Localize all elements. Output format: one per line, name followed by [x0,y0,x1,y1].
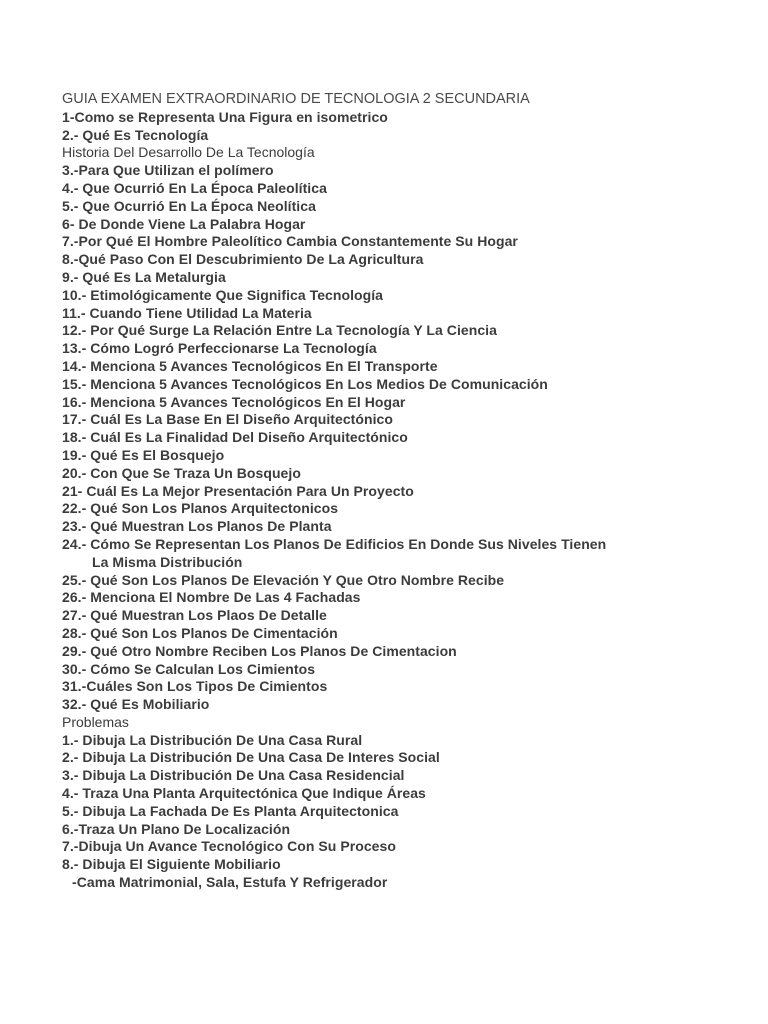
question-item: 22.- Qué Son Los Planos Arquitectonicos [62,500,339,517]
document-body [62,91,752,892]
question-item: 7.-Por Qué El Hombre Paleolítico Cambia Constantemente Su Hogar [62,233,518,250]
question-item: 6- De Donde Viene La Palabra Hogar [62,215,306,232]
question-item: 31.-Cuáles Son Los Tipos De Cimientos [62,678,328,695]
problem-item: 6.-Traza Un Plano De Localización [62,820,291,837]
question-item: 24.- Cómo Se Representan Los Planos De Edificios En Donde Sus Niveles Tienen [62,535,607,552]
question-item: 27.- Qué Muestran Los Plaos De Detalle [62,607,327,624]
question-item: 15.- Menciona 5 Avances Tecnológicos En Los Medios De Comunicación [62,375,548,392]
question-item: 28.- Qué Son Los Planos De Cimentación [62,624,338,641]
problem-item: 3.- Dibuja La Distribución De Una Casa Residencial [62,767,405,784]
question-item: 18.- Cuál Es La Finalidad Del Diseño Arquitectónico [62,429,408,446]
question-item: 9.- Qué Es La Metalurgia [62,268,226,285]
question-item: 21- Cuál Es La Mejor Presentación Para Un Proyecto [62,482,414,499]
problem-item: 4.- Traza Una Planta Arquitectónica Que Indique Áreas [62,785,426,802]
question-item: 14.- Menciona 5 Avances Tecnológicos En El Transporte [62,357,438,374]
problem-item-sublist: -Cama Matrimonial, Sala, Estufa Y Refrigerador [72,874,388,891]
question-item: 29.- Qué Otro Nombre Reciben Los Planos De Cimentacion [62,642,457,659]
question-item: 23.- Qué Muestran Los Planos De Planta [62,518,332,535]
problem-list [62,732,752,892]
problem-item: 7.-Dibuja Un Avance Tecnológico Con Su Proceso [62,838,396,855]
question-item: 32.- Qué Es Mobiliario [62,696,210,713]
question-item: 4.- Que Ocurrió En La Época Paleolítica [62,179,327,196]
question-item: 12.- Por Qué Surge La Relación Entre La Tecnología Y La Ciencia [62,322,497,339]
question-item: 19.- Qué Es El Bosquejo [62,446,225,463]
section-heading-problems: Problemas [62,713,129,730]
question-list-b [62,162,752,571]
question-item: 26.- Menciona El Nombre De Las 4 Fachadas [62,589,361,606]
problem-item: 5.- Dibuja La Fachada De Es Planta Arquitectonica [62,802,399,819]
section-heading-history: Historia Del Desarrollo De La Tecnología [62,144,315,161]
question-list-c [62,572,752,714]
question-item: 30.- Cómo Se Calculan Los Cimientos [62,660,316,677]
question-item-continuation: La Misma Distribución [92,553,243,570]
question-item: 25.- Qué Son Los Planos De Elevación Y Que Otro Nombre Recibe [62,571,505,588]
question-item: 8.-Qué Paso Con El Descubrimiento De La Agricultura [62,251,424,268]
question-item: 2.- Qué Es Tecnología [62,126,209,143]
document-title: GUIA EXAMEN EXTRAORDINARIO DE TECNOLOGIA 2 SECUNDARIA [62,91,530,107]
question-item: 1-Como se Representa Una Figura en isometrico [62,108,388,125]
question-item: 20.- Con Que Se Traza Un Bosquejo [62,464,301,481]
question-list-a [62,109,752,145]
question-item: 16.- Menciona 5 Avances Tecnológicos En El Hogar [62,393,406,410]
question-item: 13.- Cómo Logró Perfeccionarse La Tecnología [62,340,377,357]
problem-item: 8.- Dibuja El Siguiente Mobiliario [62,856,281,873]
problem-item: 1.- Dibuja La Distribución De Una Casa Rural [62,731,363,748]
problem-item: 2.- Dibuja La Distribución De Una Casa De Interes Social [62,749,440,766]
question-item: 10.- Etimológicamente Que Significa Tecnología [62,286,383,303]
question-item: 17.- Cuál Es La Base En El Diseño Arquitectónico [62,411,393,428]
question-item: 3.-Para Que Utilizan el polímero [62,162,274,179]
question-item: 11.- Cuando Tiene Utilidad La Materia [62,304,312,321]
question-item: 5.- Que Ocurrió En La Época Neolítica [62,197,316,214]
